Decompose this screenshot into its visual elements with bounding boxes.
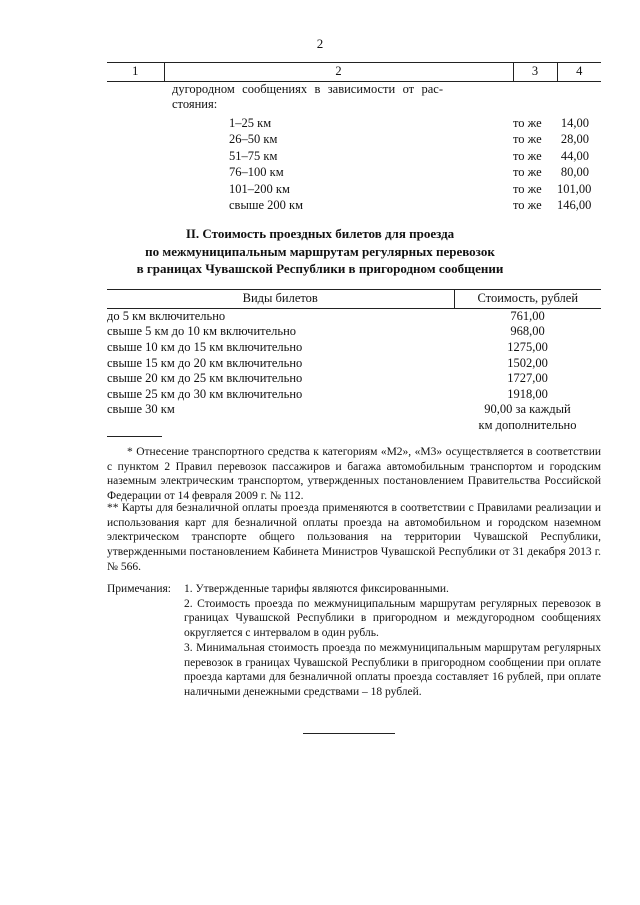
price-value: 80,00 xyxy=(560,165,589,180)
col-header-4: 4 xyxy=(557,63,601,82)
price-value: 28,00 xyxy=(560,132,589,147)
ticket-type: свыше 10 км до 15 км включительно xyxy=(107,339,303,354)
footnote-mark: * xyxy=(127,446,133,458)
distance-label: 51–75 км xyxy=(229,148,278,163)
suburban-ticket-table xyxy=(107,289,601,434)
ticket-type: до 5 км включительно xyxy=(107,308,226,323)
ticket-price: 761,00 xyxy=(510,308,545,323)
ticket-price: 90,00 за каждый км дополнительно xyxy=(478,402,577,432)
ticket-type: свыше 15 км до 20 км включительно xyxy=(107,355,303,370)
distance-label: 101–200 км xyxy=(229,181,290,196)
price-value: 14,00 xyxy=(560,115,589,130)
table-row xyxy=(107,402,601,433)
table-row xyxy=(107,387,601,403)
unit-label: то же xyxy=(513,148,542,163)
table-row xyxy=(107,371,601,387)
section-heading xyxy=(90,225,550,278)
footnote-mark: ** xyxy=(107,502,119,514)
ticket-price: 1275,00 xyxy=(507,339,548,354)
table-header-row xyxy=(107,63,601,82)
distance-label: 26–50 км xyxy=(229,132,278,147)
table-row xyxy=(107,308,601,324)
col-header-price: Стоимость, рублей xyxy=(454,290,601,309)
section-heading-line: по межмуниципальным маршрутам регулярных перевозок xyxy=(145,243,495,259)
ticket-type: свыше 20 км до 25 км включительно xyxy=(107,371,303,386)
table-header-row xyxy=(107,290,601,309)
section-heading-line: в границах Чувашской Республики в пригородном сообщении xyxy=(136,261,504,277)
footnote-text: Карты для безналичной оплаты проезда применяются в соответствии с Правилами реализации и использования карт для безналичной оплаты проезда на автомобильном и городском наземном электрическом транспорте общего пользования на территории Чувашской Республики, утвержденными постановлением Кабинета Министров Чувашской Республики от 31 декабря 2013 г. № 566. xyxy=(107,502,601,573)
tariff-table-continued xyxy=(107,62,601,215)
ticket-type: свыше 30 км xyxy=(107,402,175,417)
col-header-1: 1 xyxy=(107,63,164,82)
table-row xyxy=(107,340,601,356)
table-row xyxy=(107,132,601,149)
ticket-price: 1918,00 xyxy=(507,386,548,401)
note-item: 2. Стоимость проезда по межмуниципальным маршрутам регулярных перевозок в границах Чувашской Республики в пригородном и междугородном сообщениях округляется с интервалом в один рубль. xyxy=(184,597,601,640)
footnote-text: Отнесение транспортного средства к категориям «М2», «М3» осуществляется в соответствии с пунктом 2 Правил перевозок пассажиров и багажа автомобильным транспортом и городским наземным электрическим транспортом, утвержденных постановлением Правительства Российской Федерации от 14 февраля 2009 г. № 112. xyxy=(107,446,602,503)
price-value: 146,00 xyxy=(557,198,592,213)
price-value: 101,00 xyxy=(557,181,592,196)
table-row xyxy=(107,198,601,215)
footnote-2 xyxy=(107,501,601,575)
note-item: 3. Минимальная стоимость проезда по межмуниципальным маршрутам регулярных перевозок в границах Чувашской Республики в пригородном сообщении при оплате проезда картами для безналичной оплаты проезда составляет 16 рублей, при оплате наличными денежными средствами – 18 рублей. xyxy=(184,641,601,699)
distance-label: 1–25 км xyxy=(229,115,272,130)
table-row xyxy=(107,165,601,182)
ticket-price: 1502,00 xyxy=(507,355,548,370)
unit-label: то же xyxy=(513,181,542,196)
notes-block xyxy=(107,582,601,700)
end-divider xyxy=(303,733,395,734)
table-row xyxy=(107,116,601,133)
footnote-divider xyxy=(107,436,162,437)
table-row xyxy=(107,324,601,340)
price-value: 44,00 xyxy=(560,148,589,163)
section-heading-line: II. Стоимость проездных билетов для проезда xyxy=(185,226,455,241)
col-header-2: 2 xyxy=(164,63,513,82)
table-row xyxy=(107,182,601,199)
table-row xyxy=(107,81,601,116)
footnote-1 xyxy=(107,445,601,504)
notes-label: Примечания: xyxy=(107,583,171,595)
table-row xyxy=(107,149,601,166)
intro-text: дугородном сообщениях в зависимости от расстояния: xyxy=(172,81,443,112)
page-number: 2 xyxy=(316,36,324,51)
col-header-ticket-type: Виды билетов xyxy=(107,290,454,309)
unit-label: то же xyxy=(513,132,542,147)
note-item: 1. Утвержденные тарифы являются фиксированными. xyxy=(184,583,449,595)
col-header-3: 3 xyxy=(513,63,557,82)
unit-label: то же xyxy=(513,115,542,130)
distance-label: свыше 200 км xyxy=(229,198,304,213)
table-row xyxy=(107,356,601,372)
unit-label: то же xyxy=(513,165,542,180)
ticket-type: свыше 25 км до 30 км включительно xyxy=(107,386,303,401)
unit-label: то же xyxy=(513,198,542,213)
ticket-price: 1727,00 xyxy=(507,371,548,386)
ticket-type: свыше 5 км до 10 км включительно xyxy=(107,324,297,339)
distance-label: 76–100 км xyxy=(229,165,284,180)
ticket-price: 968,00 xyxy=(510,324,545,339)
